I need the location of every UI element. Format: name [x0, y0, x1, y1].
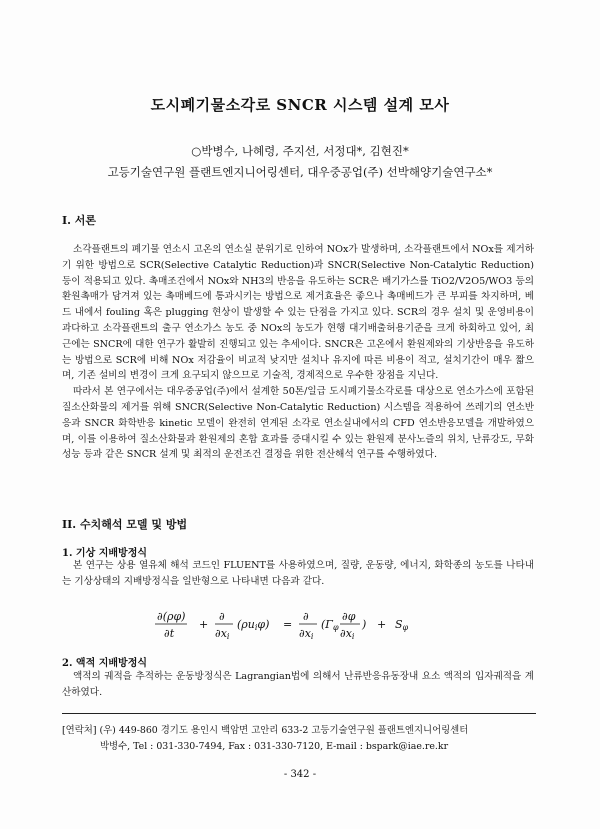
- svg-text:∂xi: ∂xi: [215, 627, 230, 641]
- svg-text:=: =: [283, 618, 293, 631]
- subsection-heading-gas-equations: 1. 기상 지배방정식: [62, 548, 148, 559]
- page-number: - 342 -: [283, 769, 317, 780]
- svg-text:∂xi: ∂xi: [299, 627, 314, 641]
- gas-equations-text: [62, 558, 534, 590]
- svg-text:(ρuiφ): (ρuiφ): [237, 618, 270, 632]
- section-heading-methods: II. 수치해석 모델 및 방법: [62, 518, 188, 531]
- droplet-equations-text: [62, 669, 534, 701]
- introduction-paragraph-2: 따라서 본 연구에서는 대우중공업(주)에서 설계한 50톤/일급 도시폐기물소각로를 대상으로 연소가스에 포함된 질소산화물의 제거를 위해 SNCR(Selective Non-Catalytic Reduction) 시스템을 적용하여 쓰레기의 연소반응과 SNCR 화학반응 kinetic 모델이 완전히 연계된 소각로 연소실내에서의 CFD 연소반응모델을 개발하였으며, 이를 이용하여 질소산화물과 환원제의 혼합 효과를 증대시킬 수 있는 환원제 분사노즐의 위치, 난류강도, 무화성능 등과 같은 SNCR 설계 및 최적의 운전조건 결정을 위한 전산해석 연구를 수행하였다.: [62, 386, 534, 461]
- author-list: ○박병수, 나혜령, 주지선, 서정대*, 김현진*: [191, 144, 409, 158]
- section-heading-introduction: I. 서론: [62, 214, 97, 227]
- svg-text:(Γφ: (Γφ: [321, 618, 339, 632]
- svg-text:+: +: [199, 618, 209, 631]
- introduction-body: [62, 242, 534, 463]
- svg-text:∂: ∂: [303, 610, 309, 623]
- gas-equations-paragraph: 본 연구는 상용 열유체 해석 코드인 FLUENT를 사용하였으며, 질량, 운동량, 에너지, 화학종의 농도를 나타내는 기상상태의 지배방정식을 일반형으로 나타내면 다음과 같다.: [62, 560, 534, 587]
- contact-address: [연락처] (우) 449-860 경기도 용인시 백암면 고안리 633-2 고등기술연구원 플랜트엔지니어링센터: [62, 725, 469, 736]
- svg-text:∂t: ∂t: [164, 627, 175, 640]
- svg-text:∂(ρφ): ∂(ρφ): [157, 610, 186, 623]
- contact-info: [62, 723, 542, 755]
- paper-title: 도시폐기물소각로 SNCR 시스템 설계 모사: [150, 96, 450, 114]
- svg-text:∂φ: ∂φ: [342, 610, 356, 623]
- svg-text:∂xi: ∂xi: [340, 627, 355, 641]
- svg-text:Sφ: Sφ: [395, 618, 409, 632]
- contact-details: 박병수, Tel : 031-330-7494, Fax : 031-330-7120, E-mail : bspark@iae.re.kr: [100, 741, 449, 752]
- footnote-divider: [62, 713, 536, 714]
- affiliation: 고등기술연구원 플랜트엔지니어링센터, 대우중공업(주) 선박해양기술연구소*: [107, 165, 493, 179]
- introduction-paragraph-1: 소각플랜트의 폐기물 연소시 고온의 연소실 분위기로 인하여 NOx가 발생하며, 소각플랜트에서 NOx를 제거하기 위한 방법으로 SCR(Selective Catalytic Reduction)과 SNCR(Selective Non-Catalytic Reduction) 등이 적용되고 있다. 촉매조건에서 NOx와 NH3의 반응을 유도하는 SCR은 배기가스를 TiO2/V2O5/WO3 등의 환원촉매가 담겨져 있는 촉매베드에 통과시키는 방법으로 제거효율은 좋으나 촉매베드가 큰 부피를 차지하며, 베드 내에서 fouling 혹은 plugging 현상이 발생할 수 있는 단점을 가지고 있다. SCR의 경우 설치 및 운영비용이 과다하고 소각플랜트의 출구 연소가스 농도 중 NOx의 농도가 현행 대기배출허용기준을 크게 하회하고 있어, 최근에는 SNCR에 대한 연구가 활발히 진행되고 있는 추세이다. SNCR은 고온에서 환원제와의 기상반응을 유도하는 방법으로 SCR에 비해 NOx 저감율이 비교적 낮지만 설치나 유지에 따른 비용이 적고, 설치기간이 매우 짧으며, 기존 설비의 변경이 크게 요구되지 않으므로 기술적, 경제적으로 우수한 장점을 지닌다.: [62, 244, 534, 382]
- svg-text:): ): [362, 618, 367, 631]
- svg-text:+: +: [377, 618, 387, 631]
- subsection-heading-droplet-equations: 2. 액적 지배방정식: [62, 658, 148, 669]
- svg-text:∂: ∂: [219, 610, 225, 623]
- governing-equation: [155, 607, 475, 643]
- droplet-equations-paragraph: 액적의 궤적을 추적하는 운동방정식은 Lagrangian법에 의해서 난류반응유동장내 요소 액적의 입자궤적을 계산하였다.: [62, 671, 534, 698]
